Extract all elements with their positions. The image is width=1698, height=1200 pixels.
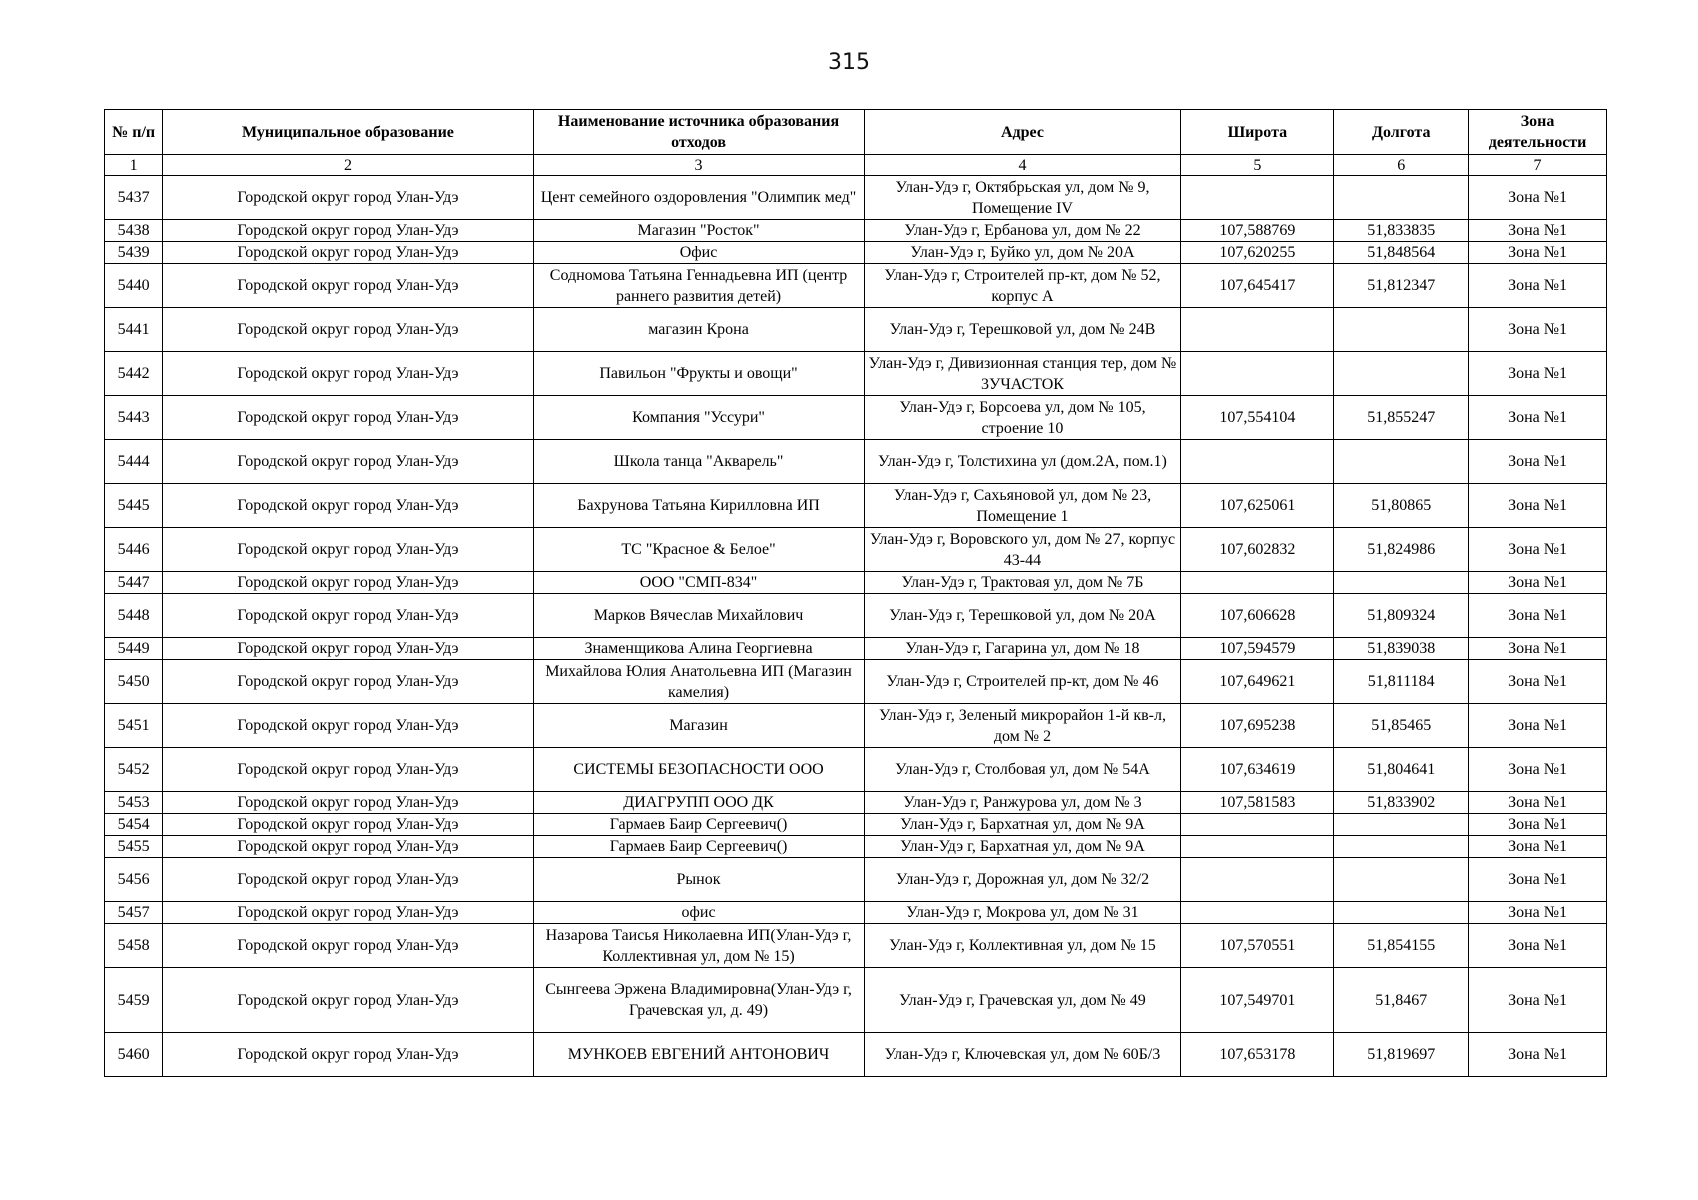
table-row xyxy=(105,572,1607,594)
cell-municipality: Городской округ город Улан-Удэ xyxy=(163,902,533,924)
cell-municipality: Городской округ город Улан-Удэ xyxy=(163,176,533,220)
cell-longitude: 51,833902 xyxy=(1334,792,1469,814)
table-row xyxy=(105,594,1607,638)
header-address: Адрес xyxy=(864,110,1181,155)
cell-latitude: 107,554104 xyxy=(1181,396,1334,440)
cell-latitude: 107,645417 xyxy=(1181,264,1334,308)
cell-row-number: 5443 xyxy=(105,396,163,440)
cell-municipality: Городской округ город Улан-Удэ xyxy=(163,594,533,638)
cell-row-number: 5451 xyxy=(105,704,163,748)
cell-longitude: 51,848564 xyxy=(1334,242,1469,264)
cell-source-name: Павильон "Фрукты и овощи" xyxy=(533,352,864,396)
cell-zone: Зона №1 xyxy=(1469,704,1607,748)
cell-row-number: 5456 xyxy=(105,858,163,902)
cell-zone: Зона №1 xyxy=(1469,440,1607,484)
cell-row-number: 5441 xyxy=(105,308,163,352)
table-row xyxy=(105,968,1607,1033)
column-number: 7 xyxy=(1469,155,1607,176)
cell-address: Улан-Удэ г, Строителей пр-кт, дом № 52, корпус А xyxy=(864,264,1181,308)
cell-address: Улан-Удэ г, Столбовая ул, дом № 54А xyxy=(864,748,1181,792)
cell-longitude: 51,824986 xyxy=(1334,528,1469,572)
cell-row-number: 5458 xyxy=(105,924,163,968)
cell-zone: Зона №1 xyxy=(1469,902,1607,924)
cell-longitude xyxy=(1334,352,1469,396)
cell-source-name: Содномова Татьяна Геннадьевна ИП (центр раннего развития детей) xyxy=(533,264,864,308)
cell-row-number: 5452 xyxy=(105,748,163,792)
cell-row-number: 5445 xyxy=(105,484,163,528)
cell-latitude xyxy=(1181,858,1334,902)
cell-latitude: 107,594579 xyxy=(1181,638,1334,660)
cell-zone: Зона №1 xyxy=(1469,924,1607,968)
table-row xyxy=(105,396,1607,440)
cell-row-number: 5454 xyxy=(105,814,163,836)
cell-address: Улан-Удэ г, Дивизионная станция тер, дом № 3УЧАСТОК xyxy=(864,352,1181,396)
cell-longitude xyxy=(1334,858,1469,902)
page-number: 315 xyxy=(828,50,870,75)
cell-zone: Зона №1 xyxy=(1469,176,1607,220)
cell-latitude: 107,653178 xyxy=(1181,1033,1334,1077)
cell-latitude: 107,602832 xyxy=(1181,528,1334,572)
cell-source-name: Михайлова Юлия Анатольевна ИП (Магазин камелия) xyxy=(533,660,864,704)
table-row xyxy=(105,440,1607,484)
table-row xyxy=(105,660,1607,704)
cell-row-number: 5453 xyxy=(105,792,163,814)
cell-zone: Зона №1 xyxy=(1469,858,1607,902)
cell-latitude xyxy=(1181,572,1334,594)
cell-source-name: Магазин xyxy=(533,704,864,748)
cell-row-number: 5448 xyxy=(105,594,163,638)
column-number: 1 xyxy=(105,155,163,176)
cell-source-name: Марков Вячеслав Михайлович xyxy=(533,594,864,638)
cell-municipality: Городской округ город Улан-Удэ xyxy=(163,440,533,484)
cell-municipality: Городской округ город Улан-Удэ xyxy=(163,484,533,528)
cell-municipality: Городской округ город Улан-Удэ xyxy=(163,242,533,264)
cell-zone: Зона №1 xyxy=(1469,396,1607,440)
table-row xyxy=(105,858,1607,902)
cell-zone: Зона №1 xyxy=(1469,814,1607,836)
cell-longitude: 51,804641 xyxy=(1334,748,1469,792)
table-row xyxy=(105,638,1607,660)
cell-zone: Зона №1 xyxy=(1469,308,1607,352)
cell-longitude xyxy=(1334,814,1469,836)
cell-municipality: Городской округ город Улан-Удэ xyxy=(163,924,533,968)
cell-zone: Зона №1 xyxy=(1469,792,1607,814)
cell-address: Улан-Удэ г, Ранжурова ул, дом № 3 xyxy=(864,792,1181,814)
cell-zone: Зона №1 xyxy=(1469,836,1607,858)
cell-zone: Зона №1 xyxy=(1469,352,1607,396)
column-number: 4 xyxy=(864,155,1181,176)
column-number: 2 xyxy=(163,155,533,176)
header-zone: Зона деятельности xyxy=(1469,110,1607,155)
cell-row-number: 5442 xyxy=(105,352,163,396)
cell-latitude xyxy=(1181,902,1334,924)
cell-latitude: 107,606628 xyxy=(1181,594,1334,638)
cell-longitude: 51,812347 xyxy=(1334,264,1469,308)
cell-row-number: 5460 xyxy=(105,1033,163,1077)
cell-zone: Зона №1 xyxy=(1469,242,1607,264)
cell-municipality: Городской округ город Улан-Удэ xyxy=(163,1033,533,1077)
cell-latitude: 107,649621 xyxy=(1181,660,1334,704)
cell-municipality: Городской округ город Улан-Удэ xyxy=(163,836,533,858)
table-header-row xyxy=(105,110,1607,155)
cell-source-name: СИСТЕМЫ БЕЗОПАСНОСТИ ООО xyxy=(533,748,864,792)
cell-row-number: 5447 xyxy=(105,572,163,594)
cell-address: Улан-Удэ г, Сахьяновой ул, дом № 23, Помещение 1 xyxy=(864,484,1181,528)
cell-address: Улан-Удэ г, Октябрьская ул, дом № 9, Помещение IV xyxy=(864,176,1181,220)
cell-source-name: Компания "Уссури" xyxy=(533,396,864,440)
cell-address: Улан-Удэ г, Гагарина ул, дом № 18 xyxy=(864,638,1181,660)
cell-longitude: 51,839038 xyxy=(1334,638,1469,660)
cell-address: Улан-Удэ г, Терешковой ул, дом № 20А xyxy=(864,594,1181,638)
table-row xyxy=(105,528,1607,572)
cell-municipality: Городской округ город Улан-Удэ xyxy=(163,572,533,594)
cell-zone: Зона №1 xyxy=(1469,968,1607,1033)
cell-address: Улан-Удэ г, Мокрова ул, дом № 31 xyxy=(864,902,1181,924)
cell-municipality: Городской округ город Улан-Удэ xyxy=(163,968,533,1033)
cell-source-name: ДИАГРУПП ООО ДК xyxy=(533,792,864,814)
cell-longitude xyxy=(1334,836,1469,858)
cell-longitude xyxy=(1334,308,1469,352)
cell-municipality: Городской округ город Улан-Удэ xyxy=(163,220,533,242)
cell-zone: Зона №1 xyxy=(1469,748,1607,792)
cell-municipality: Городской округ город Улан-Удэ xyxy=(163,308,533,352)
table-row xyxy=(105,308,1607,352)
cell-row-number: 5446 xyxy=(105,528,163,572)
cell-address: Улан-Удэ г, Воровского ул, дом № 27, корпус 43-44 xyxy=(864,528,1181,572)
table-row xyxy=(105,814,1607,836)
cell-source-name: Школа танца "Акварель" xyxy=(533,440,864,484)
cell-source-name: Бахрунова Татьяна Кирилловна ИП xyxy=(533,484,864,528)
cell-municipality: Городской округ город Улан-Удэ xyxy=(163,352,533,396)
cell-zone: Зона №1 xyxy=(1469,572,1607,594)
cell-longitude: 51,85465 xyxy=(1334,704,1469,748)
cell-longitude: 51,854155 xyxy=(1334,924,1469,968)
cell-longitude: 51,8467 xyxy=(1334,968,1469,1033)
header-latitude: Широта xyxy=(1181,110,1334,155)
cell-longitude: 51,809324 xyxy=(1334,594,1469,638)
cell-row-number: 5459 xyxy=(105,968,163,1033)
cell-municipality: Городской округ город Улан-Удэ xyxy=(163,858,533,902)
table-row xyxy=(105,902,1607,924)
cell-source-name: Офис xyxy=(533,242,864,264)
waste-sources-table xyxy=(104,109,1607,1077)
table-row xyxy=(105,836,1607,858)
table-row xyxy=(105,176,1607,220)
cell-municipality: Городской округ город Улан-Удэ xyxy=(163,264,533,308)
cell-source-name: Знаменщикова Алина Георгиевна xyxy=(533,638,864,660)
cell-row-number: 5440 xyxy=(105,264,163,308)
cell-zone: Зона №1 xyxy=(1469,660,1607,704)
cell-row-number: 5455 xyxy=(105,836,163,858)
cell-address: Улан-Удэ г, Трактовая ул, дом № 7Б xyxy=(864,572,1181,594)
cell-address: Улан-Удэ г, Бархатная ул, дом № 9А xyxy=(864,836,1181,858)
header-row-number: № п/п xyxy=(105,110,163,155)
cell-municipality: Городской округ город Улан-Удэ xyxy=(163,396,533,440)
cell-municipality: Городской округ город Улан-Удэ xyxy=(163,638,533,660)
cell-address: Улан-Удэ г, Бархатная ул, дом № 9А xyxy=(864,814,1181,836)
cell-latitude: 107,695238 xyxy=(1181,704,1334,748)
table-row xyxy=(105,264,1607,308)
cell-latitude: 107,549701 xyxy=(1181,968,1334,1033)
cell-zone: Зона №1 xyxy=(1469,638,1607,660)
cell-row-number: 5437 xyxy=(105,176,163,220)
cell-longitude: 51,855247 xyxy=(1334,396,1469,440)
cell-longitude xyxy=(1334,176,1469,220)
header-source-name: Наименование источника образования отходов xyxy=(533,110,864,155)
cell-longitude: 51,833835 xyxy=(1334,220,1469,242)
column-number-row xyxy=(105,155,1607,176)
cell-address: Улан-Удэ г, Толстихина ул (дом.2А, пом.1) xyxy=(864,440,1181,484)
cell-zone: Зона №1 xyxy=(1469,528,1607,572)
cell-latitude xyxy=(1181,440,1334,484)
cell-zone: Зона №1 xyxy=(1469,1033,1607,1077)
column-number: 5 xyxy=(1181,155,1334,176)
cell-source-name: МУНКОЕВ ЕВГЕНИЙ АНТОНОВИЧ xyxy=(533,1033,864,1077)
cell-source-name: Магазин "Росток" xyxy=(533,220,864,242)
cell-latitude: 107,625061 xyxy=(1181,484,1334,528)
table-row xyxy=(105,924,1607,968)
table-row xyxy=(105,792,1607,814)
cell-address: Улан-Удэ г, Терешковой ул, дом № 24В xyxy=(864,308,1181,352)
cell-latitude xyxy=(1181,308,1334,352)
table-row xyxy=(105,748,1607,792)
cell-source-name: офис xyxy=(533,902,864,924)
cell-municipality: Городской округ город Улан-Удэ xyxy=(163,792,533,814)
cell-longitude xyxy=(1334,902,1469,924)
cell-address: Улан-Удэ г, Ербанова ул, дом № 22 xyxy=(864,220,1181,242)
cell-municipality: Городской округ город Улан-Удэ xyxy=(163,814,533,836)
cell-address: Улан-Удэ г, Буйко ул, дом № 20А xyxy=(864,242,1181,264)
cell-source-name: Гармаев Баир Сергеевич() xyxy=(533,814,864,836)
cell-address: Улан-Удэ г, Ключевская ул, дом № 60Б/3 xyxy=(864,1033,1181,1077)
cell-address: Улан-Удэ г, Зеленый микрорайон 1-й кв-л, дом № 2 xyxy=(864,704,1181,748)
cell-latitude: 107,620255 xyxy=(1181,242,1334,264)
cell-source-name: магазин Крона xyxy=(533,308,864,352)
cell-address: Улан-Удэ г, Строителей пр-кт, дом № 46 xyxy=(864,660,1181,704)
cell-latitude: 107,588769 xyxy=(1181,220,1334,242)
cell-row-number: 5449 xyxy=(105,638,163,660)
cell-address: Улан-Удэ г, Борсоева ул, дом № 105, строение 10 xyxy=(864,396,1181,440)
header-longitude: Долгота xyxy=(1334,110,1469,155)
cell-address: Улан-Удэ г, Коллективная ул, дом № 15 xyxy=(864,924,1181,968)
cell-row-number: 5444 xyxy=(105,440,163,484)
header-municipality: Муниципальное образование xyxy=(163,110,533,155)
cell-municipality: Городской округ город Улан-Удэ xyxy=(163,704,533,748)
cell-address: Улан-Удэ г, Дорожная ул, дом № 32/2 xyxy=(864,858,1181,902)
cell-row-number: 5438 xyxy=(105,220,163,242)
cell-latitude: 107,581583 xyxy=(1181,792,1334,814)
cell-longitude: 51,819697 xyxy=(1334,1033,1469,1077)
cell-source-name: Назарова Таисья Николаевна ИП(Улан-Удэ г, Коллективная ул, дом № 15) xyxy=(533,924,864,968)
cell-longitude xyxy=(1334,440,1469,484)
cell-latitude xyxy=(1181,176,1334,220)
table-row xyxy=(105,704,1607,748)
cell-zone: Зона №1 xyxy=(1469,484,1607,528)
cell-municipality: Городской округ город Улан-Удэ xyxy=(163,748,533,792)
cell-source-name: Гармаев Баир Сергеевич() xyxy=(533,836,864,858)
cell-source-name: ТС "Красное & Белое" xyxy=(533,528,864,572)
cell-municipality: Городской округ город Улан-Удэ xyxy=(163,660,533,704)
cell-latitude xyxy=(1181,352,1334,396)
cell-latitude: 107,570551 xyxy=(1181,924,1334,968)
table-row xyxy=(105,242,1607,264)
cell-municipality: Городской округ город Улан-Удэ xyxy=(163,528,533,572)
cell-longitude: 51,80865 xyxy=(1334,484,1469,528)
cell-longitude xyxy=(1334,572,1469,594)
table-row xyxy=(105,352,1607,396)
table-row xyxy=(105,484,1607,528)
column-number: 6 xyxy=(1334,155,1469,176)
cell-latitude xyxy=(1181,814,1334,836)
cell-zone: Зона №1 xyxy=(1469,264,1607,308)
cell-source-name: ООО "СМП-834" xyxy=(533,572,864,594)
cell-row-number: 5450 xyxy=(105,660,163,704)
column-number: 3 xyxy=(533,155,864,176)
cell-latitude: 107,634619 xyxy=(1181,748,1334,792)
cell-row-number: 5457 xyxy=(105,902,163,924)
cell-row-number: 5439 xyxy=(105,242,163,264)
cell-zone: Зона №1 xyxy=(1469,594,1607,638)
cell-zone: Зона №1 xyxy=(1469,220,1607,242)
cell-latitude xyxy=(1181,836,1334,858)
cell-source-name: Цент семейного оздоровления "Олимпик мед" xyxy=(533,176,864,220)
cell-address: Улан-Удэ г, Грачевская ул, дом № 49 xyxy=(864,968,1181,1033)
table-row xyxy=(105,220,1607,242)
cell-source-name: Сынгеева Эржена Владимировна(Улан-Удэ г, Грачевская ул, д. 49) xyxy=(533,968,864,1033)
cell-longitude: 51,811184 xyxy=(1334,660,1469,704)
cell-source-name: Рынок xyxy=(533,858,864,902)
table-row xyxy=(105,1033,1607,1077)
